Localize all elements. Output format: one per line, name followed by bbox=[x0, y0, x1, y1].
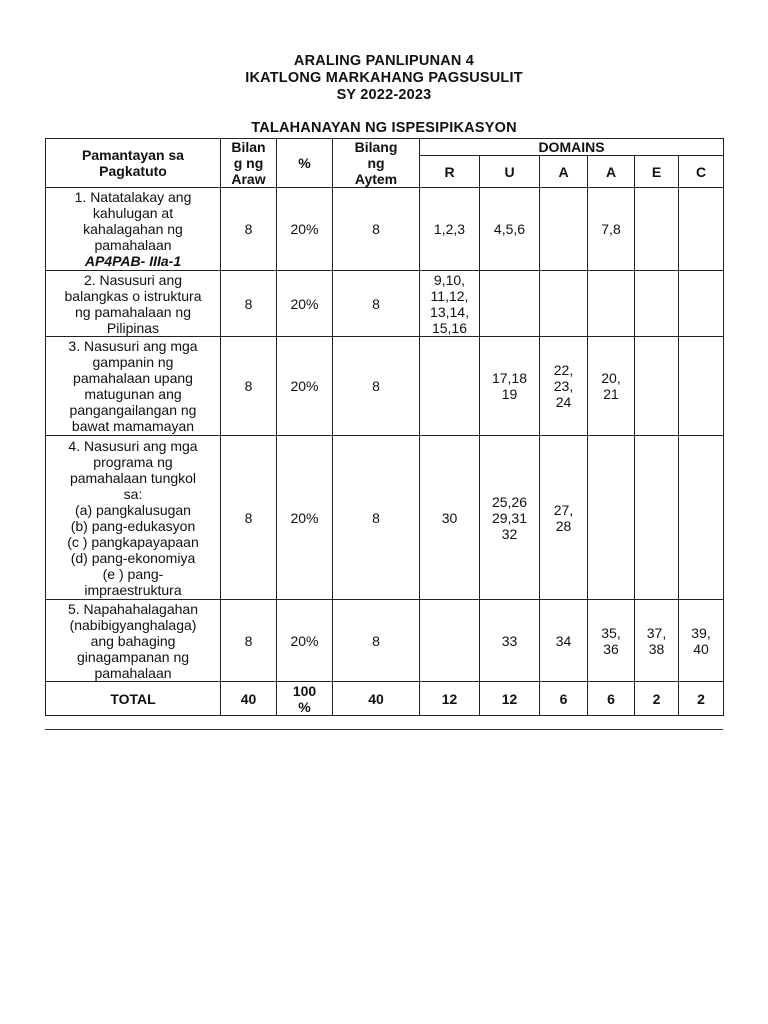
domain-cell-1-line: 19 bbox=[501, 386, 518, 402]
col-header-competency: Pamantayan sa Pagkatuto bbox=[46, 139, 221, 188]
competency-line: kahulugan at bbox=[92, 205, 174, 221]
domain-cell-5-line: 40 bbox=[693, 640, 709, 657]
competency-line: (d) pang-ekonomiya bbox=[70, 549, 196, 566]
domain-cell-1 bbox=[480, 436, 540, 600]
competency-line: 2. Nasusuri ang bbox=[83, 271, 183, 288]
table-row bbox=[46, 436, 724, 600]
domain-cell-3 bbox=[588, 600, 635, 682]
domain-cell-2 bbox=[540, 436, 588, 600]
domain-cell-0 bbox=[420, 436, 480, 600]
domain-cell-5 bbox=[679, 271, 724, 337]
domain-cell-2 bbox=[540, 271, 588, 337]
document-title: ARALING PANLIPUNAN 4 bbox=[293, 53, 475, 69]
total-days: 40 bbox=[221, 682, 277, 716]
competency-line: pamahalaan upang bbox=[73, 370, 193, 386]
domain-header-1: U bbox=[480, 156, 540, 188]
competency-cell bbox=[46, 600, 221, 682]
competency-line: ginagampanan ng bbox=[76, 648, 190, 665]
competency-line: ng pamahalaan ng bbox=[75, 303, 191, 320]
percent-cell: 20% bbox=[277, 600, 333, 682]
divider-line bbox=[45, 729, 723, 730]
competency-line: pamahalaan bbox=[94, 237, 172, 253]
competency-cell bbox=[46, 436, 221, 600]
table-row bbox=[46, 188, 724, 271]
competency-cell bbox=[46, 337, 221, 436]
domain-cell-5 bbox=[679, 436, 724, 600]
competency-line: impraestruktura bbox=[84, 581, 182, 598]
days-cell: 8 bbox=[221, 188, 277, 271]
competency-line: (c ) pangkapayapaan bbox=[67, 533, 199, 550]
exam-name: IKATLONG MARKAHANG PAGSUSULIT bbox=[245, 70, 523, 86]
domain-cell-3-line: 35, bbox=[601, 624, 621, 641]
table-title: TALAHANAYAN NG ISPESIPIKASYON bbox=[251, 120, 517, 136]
total-domain-0: 12 bbox=[420, 682, 480, 716]
domain-header-0: R bbox=[420, 156, 480, 188]
competency-line: gampanin ng bbox=[92, 354, 174, 370]
domain-header-2: A bbox=[540, 156, 588, 188]
domain-cell-3 bbox=[588, 188, 635, 271]
domain-cell-1 bbox=[480, 337, 540, 436]
col-header-items: Bilang ng Aytem bbox=[333, 139, 420, 188]
days-cell: 8 bbox=[221, 600, 277, 682]
domain-cell-3 bbox=[588, 271, 635, 337]
days-cell: 8 bbox=[221, 436, 277, 600]
domain-cell-2 bbox=[540, 600, 588, 682]
days-cell: 8 bbox=[221, 337, 277, 436]
domain-cell-0-line: 30 bbox=[441, 509, 458, 526]
percent-cell: 20% bbox=[277, 188, 333, 271]
total-percent bbox=[277, 682, 333, 716]
competency-line: pamahalaan tungkol bbox=[69, 469, 197, 486]
competency-line: sa: bbox=[123, 485, 143, 502]
competency-line: kahalagahan ng bbox=[83, 221, 183, 237]
domain-cell-0-line: 13,14, bbox=[430, 303, 469, 320]
domain-cell-0-line: 1,2,3 bbox=[433, 221, 466, 237]
domain-cell-1-line: 25,26 bbox=[491, 493, 528, 510]
domain-header-3: A bbox=[588, 156, 635, 188]
domain-cell-3 bbox=[588, 436, 635, 600]
domain-cell-0 bbox=[420, 271, 480, 337]
competency-line: pamahalaan bbox=[94, 664, 172, 681]
total-label: TOTAL bbox=[46, 682, 221, 716]
competency-line: (e ) pang- bbox=[102, 565, 164, 582]
col-header-days: Bilan g ng Araw bbox=[221, 139, 277, 188]
table-row bbox=[46, 600, 724, 682]
domain-cell-0-line: 15,16 bbox=[431, 319, 468, 336]
items-cell: 8 bbox=[333, 600, 420, 682]
domain-cell-2-line: 28 bbox=[555, 517, 572, 534]
competency-line: 3. Nasusuri ang mga bbox=[68, 338, 198, 354]
col-header-domains: DOMAINS bbox=[420, 139, 724, 156]
table-row bbox=[46, 271, 724, 337]
domain-cell-2 bbox=[540, 337, 588, 436]
domain-cell-1-line: 32 bbox=[501, 525, 518, 542]
competency-line: ang bahaging bbox=[90, 632, 176, 649]
domain-cell-0 bbox=[420, 188, 480, 271]
competency-line: 4. Nasusuri ang mga bbox=[68, 437, 198, 454]
competency-line: bawat mamamayan bbox=[71, 418, 195, 434]
table-of-specifications bbox=[45, 138, 724, 716]
competency-line: (b) pang-edukasyon bbox=[70, 517, 196, 534]
competency-line: 5. Napahahalagahan bbox=[67, 600, 198, 617]
competency-line: (a) pangkalusugan bbox=[75, 501, 191, 518]
items-cell: 8 bbox=[333, 271, 420, 337]
total-domain-3: 6 bbox=[588, 682, 635, 716]
domain-cell-3-line: 21 bbox=[603, 386, 619, 402]
domain-cell-5 bbox=[679, 188, 724, 271]
competency-line: balangkas o istruktura bbox=[64, 287, 202, 304]
domain-header-4: E bbox=[635, 156, 679, 188]
domain-cell-4-line: 37, bbox=[646, 624, 667, 641]
domain-cell-1-line: 29,31 bbox=[491, 509, 528, 526]
domain-cell-0-line: 11,12, bbox=[430, 287, 469, 304]
total-domain-1: 12 bbox=[480, 682, 540, 716]
competency-code: AP4PAB- IIIa-1 bbox=[84, 253, 182, 269]
total-percent-text: 100 % bbox=[292, 682, 317, 715]
domain-cell-3 bbox=[588, 337, 635, 436]
competency-line: programa ng bbox=[93, 453, 173, 470]
domain-cell-3-line: 20, bbox=[601, 370, 621, 386]
domain-cell-1-line: 17,18 bbox=[491, 370, 528, 386]
domain-cell-5 bbox=[679, 337, 724, 436]
domain-cell-2-line: 22, bbox=[553, 362, 574, 378]
percent-cell: 20% bbox=[277, 436, 333, 600]
items-cell: 8 bbox=[333, 188, 420, 271]
total-row bbox=[46, 682, 724, 716]
total-domain-5: 2 bbox=[679, 682, 724, 716]
domain-cell-1-line: 33 bbox=[501, 632, 518, 649]
total-domain-2: 6 bbox=[540, 682, 588, 716]
col-header-percent: % bbox=[277, 139, 333, 188]
domain-cell-2-line: 27, bbox=[553, 501, 574, 518]
total-items: 40 bbox=[333, 682, 420, 716]
percent-cell: 20% bbox=[277, 271, 333, 337]
domain-cell-2-line: 24 bbox=[555, 394, 572, 410]
domain-cell-4 bbox=[635, 337, 679, 436]
competency-cell bbox=[46, 188, 221, 271]
domain-cell-0 bbox=[420, 600, 480, 682]
competency-line: (nabibigyanghalaga) bbox=[69, 616, 197, 633]
domain-cell-1 bbox=[480, 600, 540, 682]
competency-line: Pilipinas bbox=[106, 319, 160, 336]
days-cell: 8 bbox=[221, 271, 277, 337]
items-cell: 8 bbox=[333, 436, 420, 600]
items-cell: 8 bbox=[333, 337, 420, 436]
competency-line: matugunan ang bbox=[84, 386, 182, 402]
domain-header-5: C bbox=[679, 156, 724, 188]
domain-cell-1-line: 4,5,6 bbox=[493, 221, 526, 237]
domain-cell-2-line: 23, bbox=[553, 378, 574, 394]
domain-cell-5 bbox=[679, 600, 724, 682]
percent-cell: 20% bbox=[277, 337, 333, 436]
domain-cell-4 bbox=[635, 600, 679, 682]
competency-cell bbox=[46, 271, 221, 337]
total-domain-4: 2 bbox=[635, 682, 679, 716]
domain-cell-3-line: 36 bbox=[603, 640, 619, 657]
domain-cell-4 bbox=[635, 436, 679, 600]
domain-cell-2 bbox=[540, 188, 588, 271]
domain-cell-4 bbox=[635, 188, 679, 271]
domain-cell-4-line: 38 bbox=[648, 640, 665, 657]
school-year: SY 2022-2023 bbox=[336, 87, 432, 103]
domain-cell-1 bbox=[480, 271, 540, 337]
competency-line: 1. Natatalakay ang bbox=[74, 189, 192, 205]
competency-line: pangangailangan ng bbox=[69, 402, 197, 418]
domain-cell-4 bbox=[635, 271, 679, 337]
domain-cell-2-line: 34 bbox=[555, 632, 572, 649]
domain-cell-5-line: 39, bbox=[691, 624, 711, 641]
domain-cell-3-line: 7,8 bbox=[601, 221, 621, 237]
domain-cell-1 bbox=[480, 188, 540, 271]
domain-cell-0 bbox=[420, 337, 480, 436]
table-row bbox=[46, 337, 724, 436]
domain-cell-0-line: 9,10, bbox=[433, 271, 466, 288]
